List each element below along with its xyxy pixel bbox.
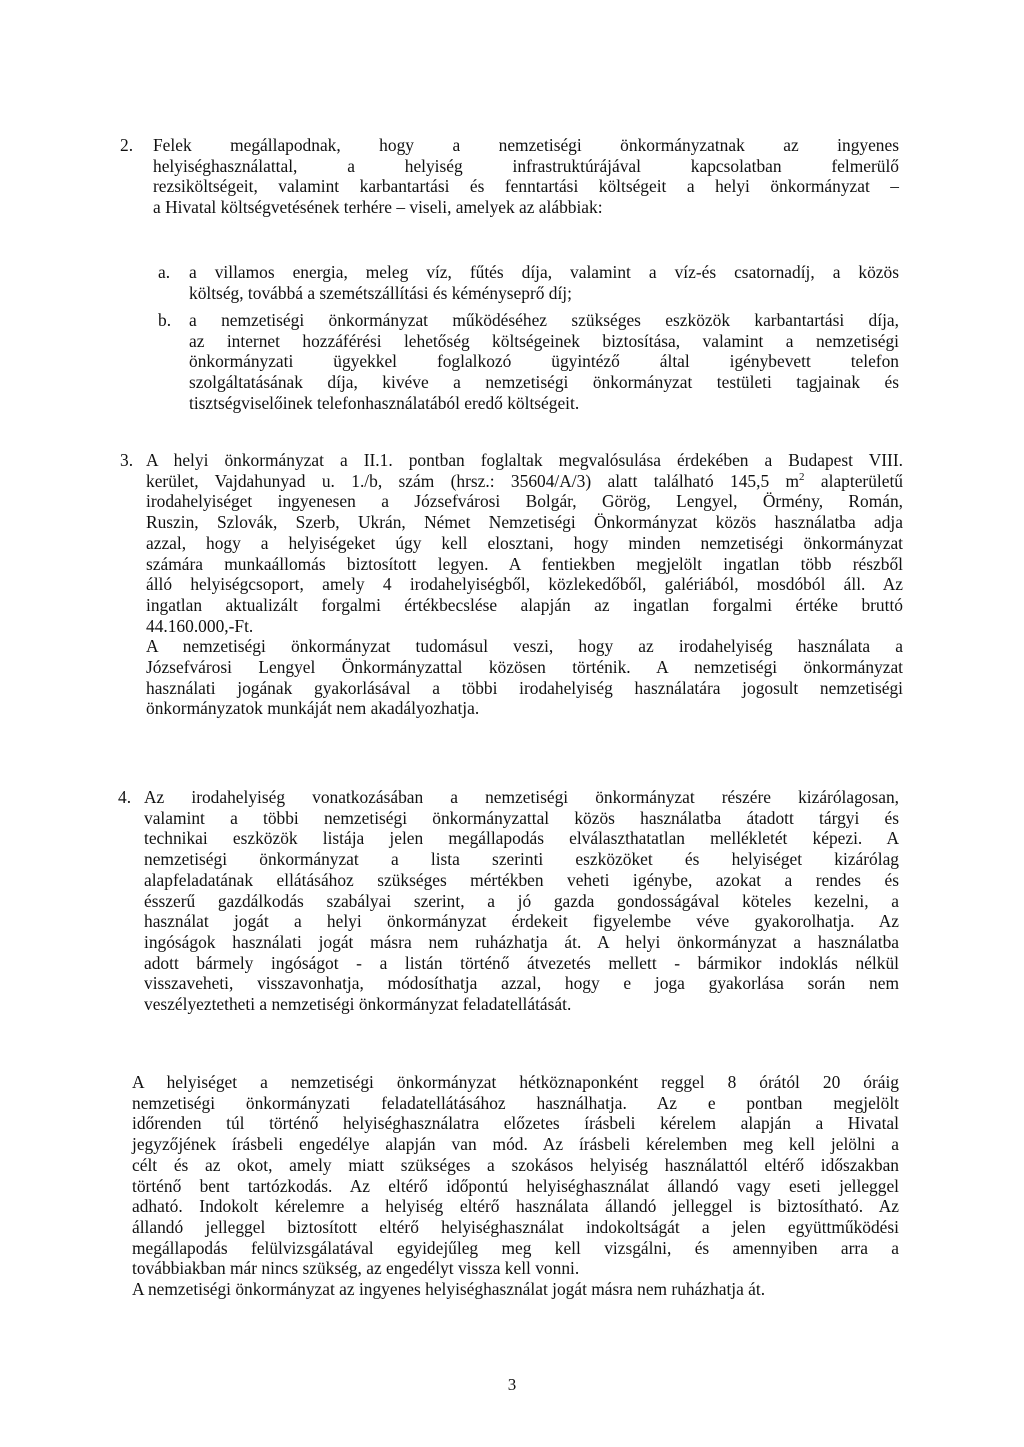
text-line: célt és az okot, amely miatt szükséges a szokásos helyiség használattól eltérő időszakban bbox=[132, 1154, 899, 1175]
text-line: tisztségviselőinek telefonhasználatából eredő költségeit. bbox=[189, 392, 580, 413]
area-suffix: alapterületű bbox=[804, 470, 903, 491]
text-line: ingatlan aktualizált forgalmi értékbecslése alapján az ingatlan forgalmi értéke bruttó bbox=[146, 594, 903, 615]
text-line: A helyi önkormányzat a II.1. pontban foglaltak megvalósulása érdekében a Budapest VIII. bbox=[146, 450, 903, 470]
area-text: kerület, Vajdahunyad u. 1./b, szám (hrsz.: 35604/A/3) alatt található 145,5 m bbox=[146, 470, 800, 491]
list-marker-a: a. bbox=[158, 262, 171, 282]
text-line: önkormányzati ügyekkel foglalkozó ügyintéző által igénybevett telefon bbox=[189, 351, 899, 372]
text-line: ésszerű gazdálkodás szabályai szerint, a jó gazda gondosságával köteles kezelni, a bbox=[144, 890, 899, 911]
text-line: álló helyiségcsoport, amely 4 irodahelyiségből, közlekedőből, galériából, mosdóból áll. Az bbox=[146, 574, 903, 595]
text-line: használat jogát a helyi önkormányzat érdekeit figyelembe véve gyakorolhatja. Az bbox=[144, 911, 899, 932]
text-line: megállapodás felülvizsgálatával egyidejűleg meg kell vizsgálni, és amennyiben arra a bbox=[132, 1237, 899, 1258]
section-2-body bbox=[153, 135, 899, 218]
section-2-number: 2. bbox=[120, 135, 134, 155]
text-line: költség, továbbá a szemétszállítási és kéményseprő díj; bbox=[189, 282, 572, 303]
text-line: a Hivatal költségvetésének terhére – viseli, amelyek az alábbiak: bbox=[153, 197, 603, 218]
text-line: rezsiköltségeit, valamint karbantartási és fenntartási költségeit a helyi önkormányzat – bbox=[153, 176, 899, 197]
text-line: azzal, hogy a helyiségeket úgy kell elosztani, hogy minden nemzetiségi önkormányzat bbox=[146, 532, 903, 553]
text-line: veszélyeztetheti a nemzetiségi önkormányzat feladatellátását. bbox=[144, 994, 572, 1015]
list-marker-b: b. bbox=[158, 310, 172, 330]
text-line: Ruszin, Szlovák, Szerb, Ukrán, Német Nemzetiségi Önkormányzat közös használatba adja bbox=[146, 512, 903, 533]
text-line: állandó jelleggel biztosított eltérő helyiséghasználat indokoltságát a jelen együttműködési bbox=[132, 1216, 899, 1237]
section-3-body bbox=[146, 450, 903, 719]
section-3-number: 3. bbox=[120, 450, 134, 470]
text-line: 44.160.000,-Ft. bbox=[146, 615, 254, 636]
text-line: az internet hozzáférési lehetőség költségeinek biztosítása, valamint a nemzetiségi bbox=[189, 330, 899, 351]
section-4-body bbox=[144, 787, 899, 1015]
text-line: szolgáltatásának díja, kivéve a nemzetiségi önkormányzat testületi tagjainak és bbox=[189, 372, 899, 393]
text-line: időrenden túl történő helyiséghasználatra előzetes írásbeli kérelem alapján a Hivatal bbox=[132, 1113, 899, 1134]
area-superscript: 2 bbox=[799, 470, 805, 483]
text-line: A nemzetiségi önkormányzat tudomásul veszi, hogy az irodahelyiség használata a bbox=[146, 636, 903, 657]
text-line: Az irodahelyiség vonatkozásában a nemzetiségi önkormányzat részére kizárólagosan, bbox=[144, 787, 899, 807]
text-line: a nemzetiségi önkormányzat működéséhez szükséges eszközök karbantartási díja, bbox=[189, 310, 899, 330]
text-line: Felek megállapodnak, hogy a nemzetiségi önkormányzatnak az ingyenes bbox=[153, 135, 899, 155]
text-line: technikai eszközök listája jelen megállapodás elválaszthatatlan mellékletét képezi. A bbox=[144, 828, 899, 849]
text-line: adott bármely ingóságot - a listán történő átvezetés mellett - bármikor indoklás nélkül bbox=[144, 952, 899, 973]
text-line: visszaveheti, visszavonhatja, módosíthatja azzal, hogy e joga gyakorlása során nem bbox=[144, 973, 899, 994]
list-item-a bbox=[189, 262, 899, 303]
page-number: 3 bbox=[507, 1375, 517, 1394]
list-item-b bbox=[189, 310, 899, 414]
text-line: használati jogának gyakorlásával a többi irodahelyiség használatára jogosult nemzetiségi bbox=[146, 677, 903, 698]
text-line: jegyzőjének írásbeli engedélye alapján van mód. Az írásbeli kérelemben meg kell jelölni a bbox=[132, 1134, 899, 1155]
text-line: A helyiséget a nemzetiségi önkormányzat hétköznaponként reggel 8 órától 20 óráig bbox=[132, 1072, 899, 1092]
text-line: alapfeladatának ellátásához szükséges mértékben veheti igénybe, azokat a rendes és bbox=[144, 869, 899, 890]
text-line: számára munkaállomás biztosított legyen. A fentiekben megjelölt ingatlan több részből bbox=[146, 553, 903, 574]
text-line: önkormányzatok munkáját nem akadályozhatja. bbox=[146, 698, 480, 719]
text-line: nemzetiségi önkormányzati feladatellátásához használhatja. Az e pontban megjelölt bbox=[132, 1092, 899, 1113]
text-line: ingóságok használati jogát másra nem ruházhatja át. A helyi önkormányzat a használatba bbox=[144, 931, 899, 952]
text-line: a villamos energia, meleg víz, fűtés díja, valamint a víz-és csatornadíj, a közös bbox=[189, 262, 899, 282]
text-line: A nemzetiségi önkormányzat az ingyenes helyiséghasználat jogát másra nem ruházhatja át. bbox=[132, 1279, 766, 1300]
text-line: nemzetiségi önkormányzat a lista szerinti eszközöket és helyiséget kizárólag bbox=[144, 849, 899, 870]
text-line: történő bent tartózkodás. Az eltérő időpontú helyiséghasználat állandó vagy eseti jelleggel bbox=[132, 1175, 899, 1196]
text-line bbox=[146, 471, 903, 492]
section-4-number: 4. bbox=[118, 787, 132, 807]
text-line: helyiséghasználattal, a helyiség infrastruktúrájával kapcsolatban felmerülő bbox=[153, 155, 899, 176]
text-line: valamint a többi nemzetiségi önkormányzattal közös használatba átadott tárgyi és bbox=[144, 807, 899, 828]
text-line: Józsefvárosi Lengyel Önkormányzattal közösen történik. A nemzetiségi önkormányzat bbox=[146, 657, 903, 678]
usage-hours-paragraph bbox=[132, 1072, 899, 1300]
text-line: továbbiakban már nincs szükség, az engedélyt vissza kell vonni. bbox=[132, 1258, 580, 1279]
text-line: irodahelyiséget ingyenesen a Józsefvárosi Bolgár, Görög, Lengyel, Örmény, Román, bbox=[146, 491, 903, 512]
text-line: adható. Indokolt kérelemre a helyiség eltérő használata állandó jelleggel is biztosítható. Az bbox=[132, 1196, 899, 1217]
